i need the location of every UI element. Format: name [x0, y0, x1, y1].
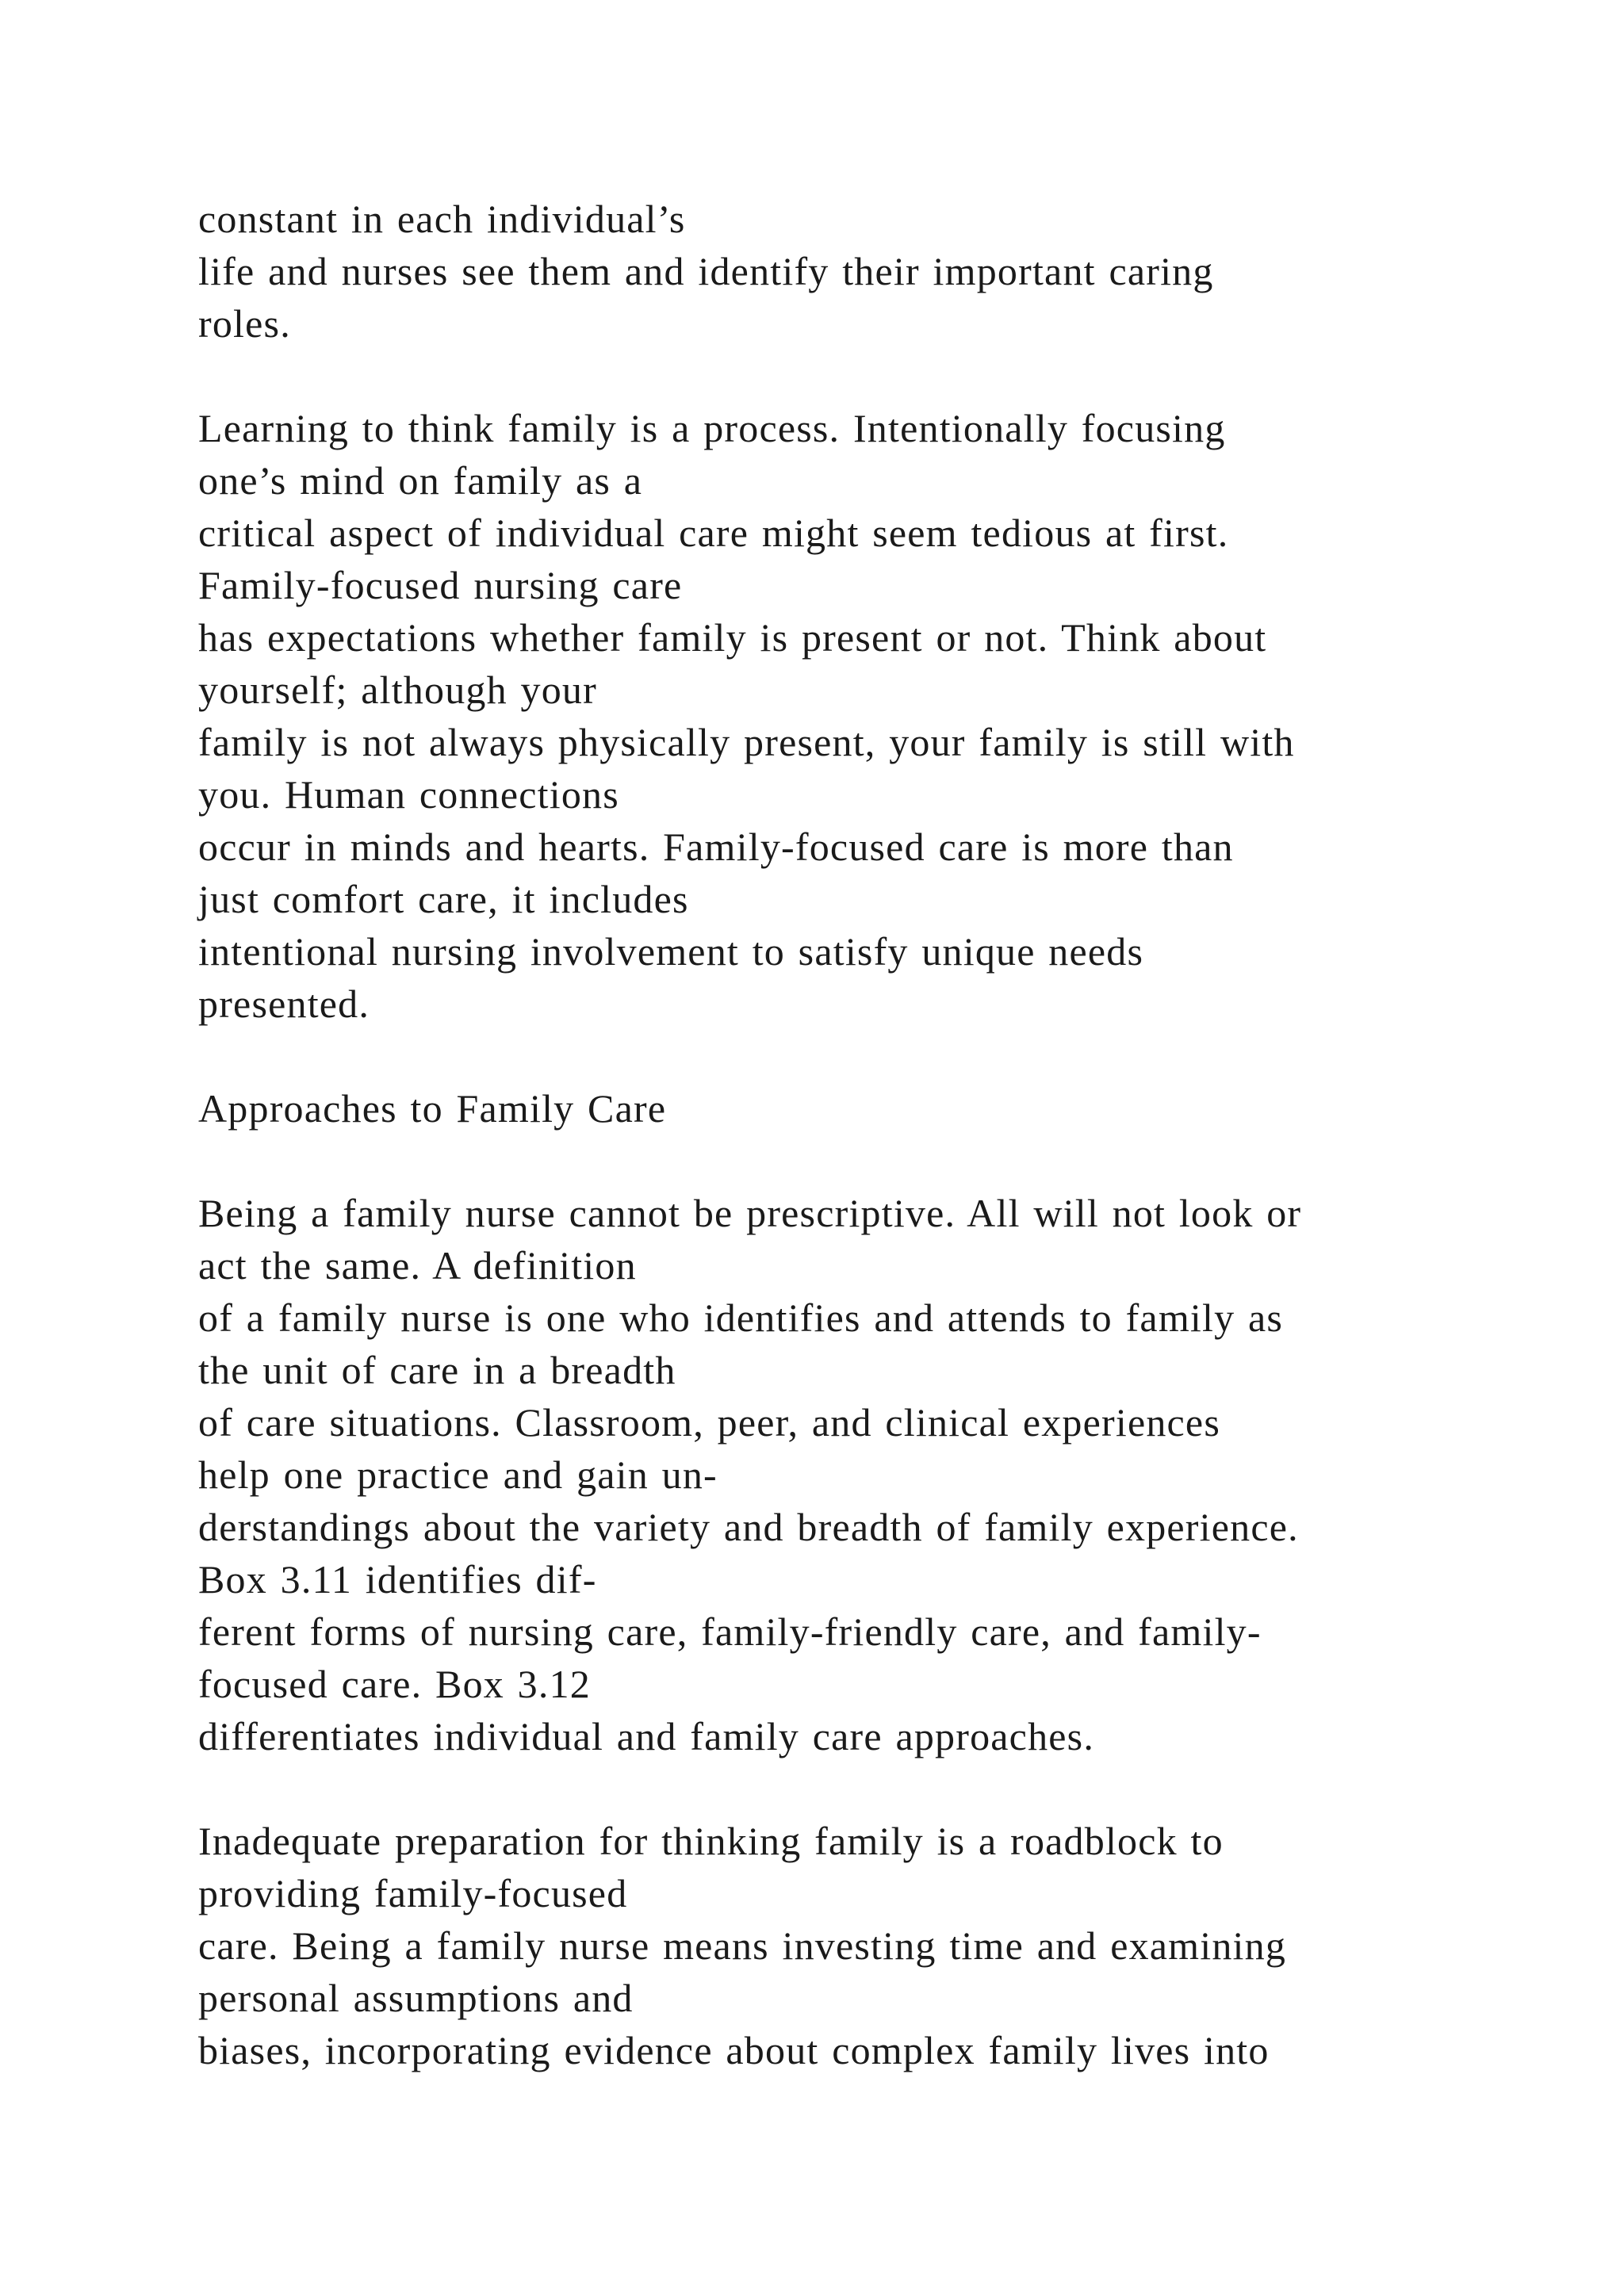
text-line: the unit of care in a breadth [198, 1348, 676, 1392]
text-line: of care situations. Classroom, peer, and clinical experiences [198, 1400, 1220, 1445]
text-line: just comfort care, it includes [198, 877, 689, 921]
text-line: Learning to think family is a process. Intentionally focusing [198, 406, 1226, 450]
document-text [198, 193, 1467, 2076]
text-line: ferent forms of nursing care, family-friendly care, and family- [198, 1609, 1262, 1654]
text-line: has expectations whether family is present or not. Think about [198, 615, 1267, 660]
text-line: presented. [198, 982, 370, 1026]
text-line: one’s mind on family as a [198, 458, 643, 503]
text-line: Approaches to Family Care [198, 1086, 667, 1131]
text-line: of a family nurse is one who identifies and attends to family as [198, 1295, 1284, 1340]
text-line: act the same. A definition [198, 1243, 637, 1288]
text-line: yourself; although your [198, 668, 597, 712]
text-line: Being a family nurse cannot be prescriptive. All will not look or [198, 1191, 1302, 1235]
text-line: Box 3.11 identifies dif- [198, 1557, 597, 1601]
text-line: biases, incorporating evidence about complex family lives into [198, 2028, 1270, 2072]
text-line: constant in each individual’s [198, 197, 686, 241]
text-line: life and nurses see them and identify their important caring [198, 249, 1214, 293]
text-line: family is not always physically present, your family is still with [198, 720, 1295, 764]
text-line: Family-focused nursing care [198, 563, 683, 607]
text-line: roles. [198, 301, 291, 346]
text-line: critical aspect of individual care might seem tedious at first. [198, 511, 1229, 555]
text-line: care. Being a family nurse means investing time and examining [198, 1923, 1287, 1968]
text-line: focused care. Box 3.12 [198, 1662, 591, 1706]
text-line: intentional nursing involvement to satisfy unique needs [198, 929, 1144, 974]
text-line: derstandings about the variety and breadth of family experience. [198, 1505, 1299, 1549]
paragraph-gap [198, 350, 1467, 402]
text-line: you. Human connections [198, 772, 619, 817]
paragraph-gap [198, 1762, 1467, 1815]
text-line: differentiates individual and family care approaches. [198, 1714, 1095, 1758]
paragraph-gap [198, 1030, 1467, 1082]
text-line: providing family-focused [198, 1871, 628, 1915]
text-line: Inadequate preparation for thinking family is a roadblock to [198, 1819, 1224, 1863]
text-line: occur in minds and hearts. Family-focused care is more than [198, 825, 1234, 869]
text-line: help one practice and gain un- [198, 1452, 718, 1497]
text-line: personal assumptions and [198, 1976, 634, 2020]
paragraph-gap [198, 1135, 1467, 1187]
